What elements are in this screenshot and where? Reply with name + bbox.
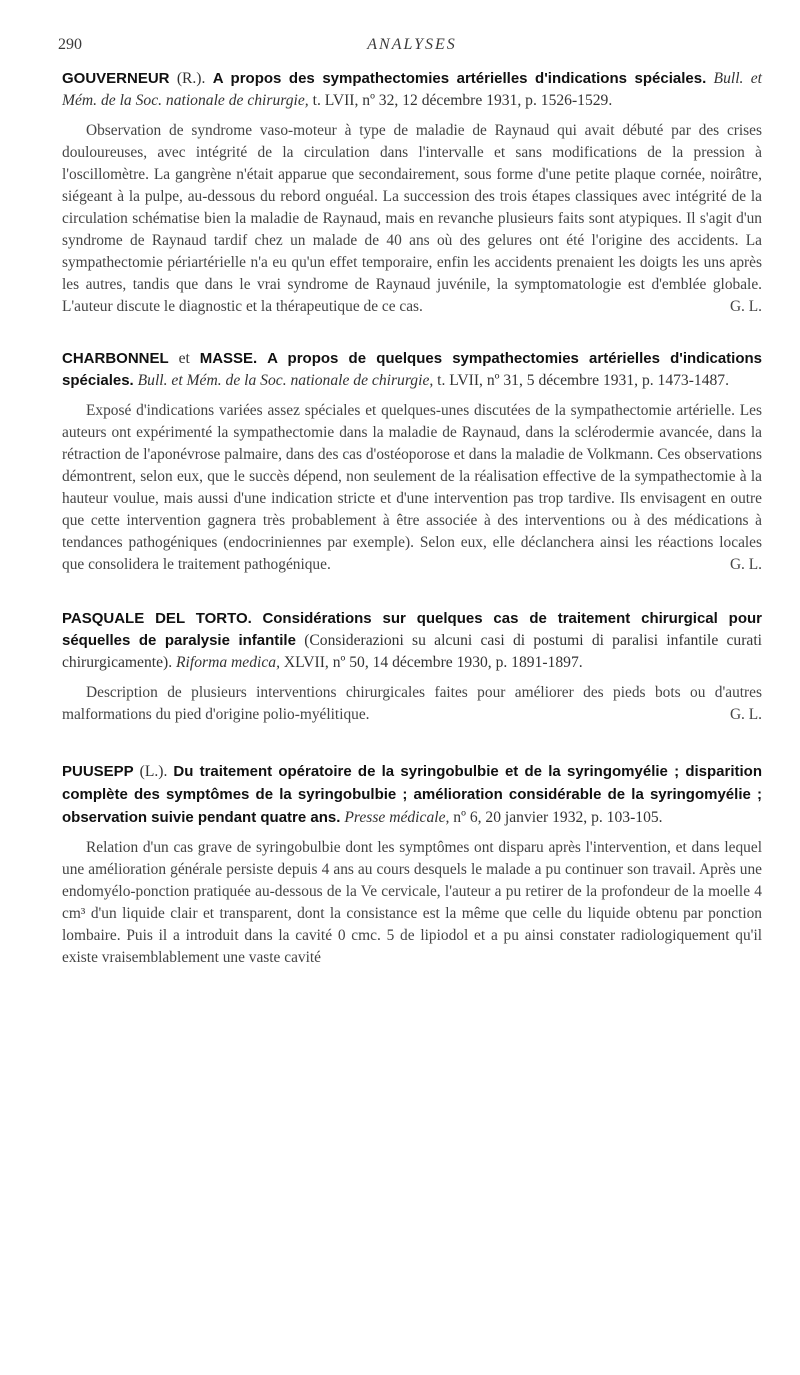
author-name: PASQUALE DEL TORTO. [62, 610, 252, 627]
abstract-summary [62, 837, 762, 969]
reviewer-signature: G. L. [729, 298, 762, 315]
journal-name: Riforma medica, [176, 654, 280, 671]
journal-name: Bull. et Mém. de la Soc. nationale de chirurgie, [137, 372, 434, 389]
author-initial: (R.). [176, 70, 206, 87]
section-title: ANALYSES [367, 36, 457, 53]
page-number: 290 [58, 36, 82, 53]
abstract-summary [62, 400, 762, 576]
journal-name: Bull. et Mém. de la Soc. nationale de chirurgie, [62, 70, 762, 109]
running-head [58, 30, 762, 60]
author-name-second: MASSE. [199, 350, 258, 367]
journal-reference: t. LVII, nº 31, 5 décembre 1931, p. 1473-1487. [437, 372, 729, 389]
journal-name: Presse médicale, [344, 809, 450, 826]
abstract-entry [62, 68, 762, 318]
summary-text: Description de plusieurs interventions chirurgicales faites pour améliorer des pieds bots ou d'autres malformations du pied d'origine polio-myélitique. [62, 684, 762, 723]
abstract-entry [62, 608, 762, 726]
original-title: (Considerazioni su alcuni casi di postumi di paralisi infantile curati chirurgicamente). [62, 632, 763, 671]
citation [62, 68, 762, 112]
author-name: CHARBONNEL [62, 350, 169, 367]
page [58, 30, 763, 969]
abstract-entry [62, 348, 762, 576]
author-connector: et [178, 350, 190, 367]
citation [62, 608, 762, 674]
citation [62, 348, 762, 392]
article-title: Du traitement opératoire de la syringobulbie et de la syringomyélie ; disparition complète des symptômes de la syringobulbie ; amélioration considérable de la syringomyélie ; observation suivie pendant quatre ans. [62, 763, 762, 826]
summary-text: Relation d'un cas grave de syringobulbie dont les symptômes ont disparu après l'intervention, et dans lequel une amélioration générale persiste depuis 4 ans au cours desquels le malade a pu continuer son travail. Après une endomyélo-ponction pratiquée au-dessous de la Ve cervicale, l'auteur a pu retirer de la profondeur de la moelle 4 cm³ d'un liquide clair et transparent, dont la consistance est la même que celle du liquide obtenu par ponction lombaire. Puis il a introduit dans la cavité 0 cmc. 5 de lipiodol et a pu ainsi constater radiologiquement qu'il existe vraisemblablement une vaste cavité [62, 839, 762, 966]
abstract-summary [62, 120, 762, 318]
summary-text: Observation de syndrome vaso-moteur à type de maladie de Raynaud qui avait débuté par des crises douloureuses, avec intégrité de la circulation dans l'intervalle et sans modifications de la pression à l'oscillomètre. La gangrène n'était apparue que secondairement, sous forme d'une petite plaque cornée, noirâtre, siégeant à la pulpe, au-dessous du rebord onguéal. La succession des trois étapes classiques avec intégrité de la circulation schématise bien la maladie de Raynaud, mais en revanche plusieurs faits sont atypiques. Il s'agit d'un syndrome de Raynaud tardif chez un malade de 40 ans où des gelures ont été l'origine des accidents. La sympathectomie périartérielle n'a eu qu'un effet temporaire, enfin les accidents prenaient les doigts les uns après les autres, tandis que dans le vrai syndrome de Raynaud juvénile, la symptomatologie est d'emblée globale. L'auteur discute le diagnostic et la thérapeutique de ce cas. [62, 122, 762, 315]
journal-reference: t. LVII, nº 32, 12 décembre 1931, p. 1526-1529. [312, 92, 613, 109]
summary-text: Exposé d'indications variées assez spéciales et quelques-unes discutées de la sympathectomie artérielle. Les auteurs ont expérimenté la sympathectomie dans la maladie de Raynaud, dans la sclérodermie avancée, dans la rétraction de l'aponévrose palmaire, dans des cas d'ostéoporose et dans la maladie de Volkmann. Ces observations démontrent, selon eux, que le succès dépend, non seulement de la réalisation effective de la sympathectomie à la hauteur voulue, mais aussi d'une indication stricte et d'une intervention pas trop tardive. Ils envisagent en outre que cette intervention gagnera très probablement à être associée à des interventions ou à des médications à tendances pathogéniques (endocriniennes par exemple). Selon eux, elle déclanchera ainsi les réactions locales que consolidera le traitement pathogénique. [62, 402, 762, 573]
author-initial: (L.). [139, 763, 168, 780]
article-title: A propos de quelques sympathectomies artérielles d'indications spéciales. [62, 350, 762, 389]
citation [62, 760, 762, 829]
author-name: GOUVERNEUR [62, 70, 170, 87]
reviewer-signature: G. L. [729, 706, 762, 723]
article-title: Considérations sur quelques cas de traitement chirurgical pour séquelles de paralysie infantile [62, 610, 762, 649]
abstract-summary [62, 682, 762, 726]
reviewer-signature: G. L. [729, 556, 762, 573]
journal-reference: XLVII, nº 50, 14 décembre 1930, p. 1891-1897. [283, 654, 583, 671]
journal-reference: nº 6, 20 janvier 1932, p. 103-105. [453, 809, 663, 826]
abstract-entry [62, 760, 762, 969]
author-name: PUUSEPP [62, 763, 134, 780]
article-title: A propos des sympathectomies artérielles d'indications spéciales. [212, 70, 707, 87]
